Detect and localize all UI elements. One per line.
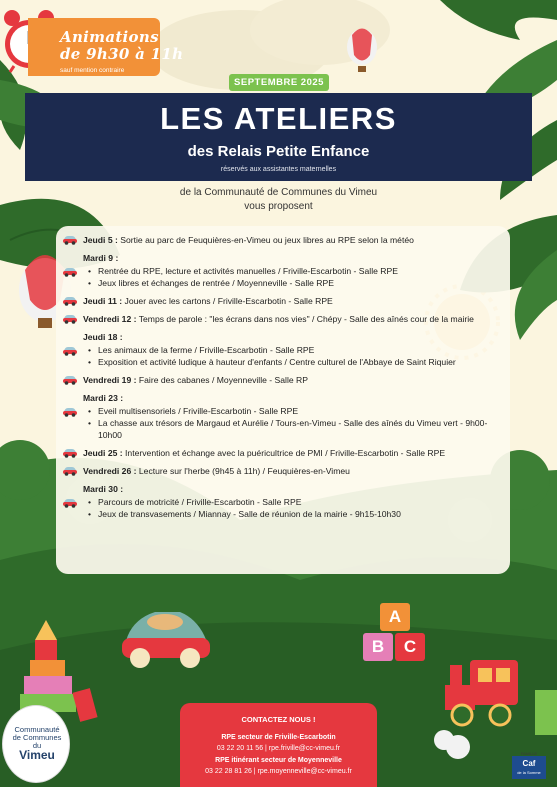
car-icon: [62, 295, 78, 306]
badge-note: sauf mention contraire: [60, 67, 125, 74]
page-title: LES ATELIERS: [160, 101, 397, 136]
schedule-entry: [62, 295, 502, 307]
cc-vimeu-logo: [2, 705, 70, 783]
entry-text: Sortie au parc de Feuquières-en-Vimeu ou jeux libres au RPE selon la météo: [117, 235, 414, 245]
entry-items: [83, 265, 502, 289]
entry-item: • Jeux de transvasements / Miannay - Salle de réunion de la mairie - 9h15-10h30: [83, 508, 502, 520]
entry-text: Temps de parole : "les écrans dans nos vies" / Chépy - Salle des aînés cour de la mairie: [136, 314, 474, 324]
schedule-entry: [62, 331, 502, 368]
car-icon: [62, 266, 78, 277]
block-a: A: [380, 603, 410, 631]
entry-date: Mardi 23 :: [83, 393, 124, 403]
caf-logo: [512, 756, 546, 779]
entry-line: [83, 331, 502, 343]
entry-line: [83, 483, 502, 495]
month-label: SEPTEMBRE 2025: [229, 74, 329, 91]
contact-sector-1: RPE secteur de Friville-Escarbotin: [221, 734, 336, 741]
entry-date: Jeudi 5 :: [83, 235, 118, 245]
entry-date: Jeudi 25 :: [83, 448, 123, 458]
entry-item: • Parcours de motricité / Friville-Escarbotin - Salle RPE: [83, 496, 502, 508]
contact-title: CONTACTEZ NOUS !: [241, 715, 316, 724]
entry-date: Jeudi 18 :: [83, 332, 123, 342]
schedule-entry: [62, 483, 502, 520]
page-subtitle: des Relais Petite Enfance: [187, 143, 370, 160]
logo-text: Communauté de Communes du: [12, 725, 62, 750]
schedule-entry: [62, 374, 502, 386]
entry-line: [83, 295, 502, 307]
entry-date: Mardi 30 :: [83, 484, 124, 494]
entry-date: Vendredi 19 :: [83, 375, 137, 385]
entry-item: • Les animaux de la ferme / Friville-Escarbotin - Salle RPE: [83, 344, 502, 356]
entry-text: Intervention et échange avec la puéricultrice de PMI / Friville-Escarbotin - Salle RPE: [122, 448, 446, 458]
schedule-entry: [62, 252, 502, 289]
entry-date: Vendredi 12 :: [83, 314, 137, 324]
schedule-entry: [62, 313, 502, 325]
badge-line-1: Animations: [60, 28, 159, 46]
contact-panel: [180, 703, 377, 787]
schedule-entry: [62, 465, 502, 477]
car-icon: [62, 345, 78, 356]
contact-sector-1-details[interactable]: 03 22 20 11 56 | rpe.friville@cc-vimeu.fr: [216, 745, 341, 752]
entry-line: [83, 447, 502, 459]
entry-line: [83, 465, 502, 477]
logo-name: Vimeu: [19, 748, 55, 762]
car-icon: [62, 374, 78, 385]
schedule-entry: [62, 392, 502, 441]
caf-label: FAMILLE: [520, 751, 538, 756]
entry-text: Faire des cabanes / Moyenneville - Salle RP: [136, 375, 308, 385]
schedule-list: [62, 234, 502, 526]
car-icon: [62, 447, 78, 458]
entry-text: Lecture sur l'herbe (9h45 à 11h) / Feuquières-en-Vimeu: [136, 466, 350, 476]
car-icon: [62, 234, 78, 245]
entry-line: [83, 392, 502, 404]
entry-item: • Eveil multisensoriels / Friville-Escarbotin - Salle RPE: [83, 405, 502, 417]
entry-item: • La chasse aux trésors de Margaud et Aurélie / Tours-en-Vimeu - Salle des aînés du Vimeu vert - 9h00-10h00: [83, 417, 502, 441]
block-c: C: [395, 633, 425, 661]
entry-line: [83, 374, 502, 386]
car-icon: [62, 406, 78, 417]
caf-name: Caf: [522, 759, 536, 768]
car-icon: [62, 497, 78, 508]
hot-air-balloon-top: [347, 29, 377, 73]
intro-line-1: de la Communauté de Communes du Vimeu: [179, 187, 378, 198]
entry-date: Vendredi 26 :: [83, 466, 137, 476]
caf-region: de la Somme: [517, 770, 541, 775]
entry-line: [83, 252, 502, 264]
audience-note: réservés aux assistantes maternelles: [220, 166, 337, 173]
entry-date: Mardi 9 :: [83, 253, 119, 263]
intro-line-2: vous proposent: [244, 201, 313, 212]
entry-items: [83, 405, 502, 441]
entry-date: Jeudi 11 :: [83, 296, 123, 306]
car-icon: [62, 313, 78, 324]
schedule-entry: [62, 447, 502, 459]
badge-line-2: de 9h30 à 11h: [60, 45, 184, 63]
entry-line: [83, 313, 502, 325]
block-b: B: [363, 633, 393, 661]
car-icon: [62, 465, 78, 476]
contact-sector-2: RPE itinérant secteur de Moyenneville: [215, 757, 342, 764]
entry-item: • Exposition et activité ludique à hauteur d'enfants / Centre culturel de l'Abbaye de Saint Riquier: [83, 356, 502, 368]
title-banner: [25, 93, 532, 181]
entry-item: • Rentrée du RPE, lecture et activités manuelles / Friville-Escarbotin - Salle RPE: [83, 265, 502, 277]
entry-line: [83, 234, 502, 246]
schedule-entry: [62, 234, 502, 246]
entry-text: Jouer avec les cartons / Friville-Escarbotin - Salle RPE: [122, 296, 333, 306]
entry-item: • Jeux libres et échanges de rentrée / Moyenneville - Salle RPE: [83, 277, 502, 289]
entry-items: [83, 496, 502, 520]
entry-items: [83, 344, 502, 368]
contact-sector-2-details[interactable]: 03 22 28 81 26 | rpe.moyenneville@cc-vimeu.fr: [205, 768, 352, 775]
